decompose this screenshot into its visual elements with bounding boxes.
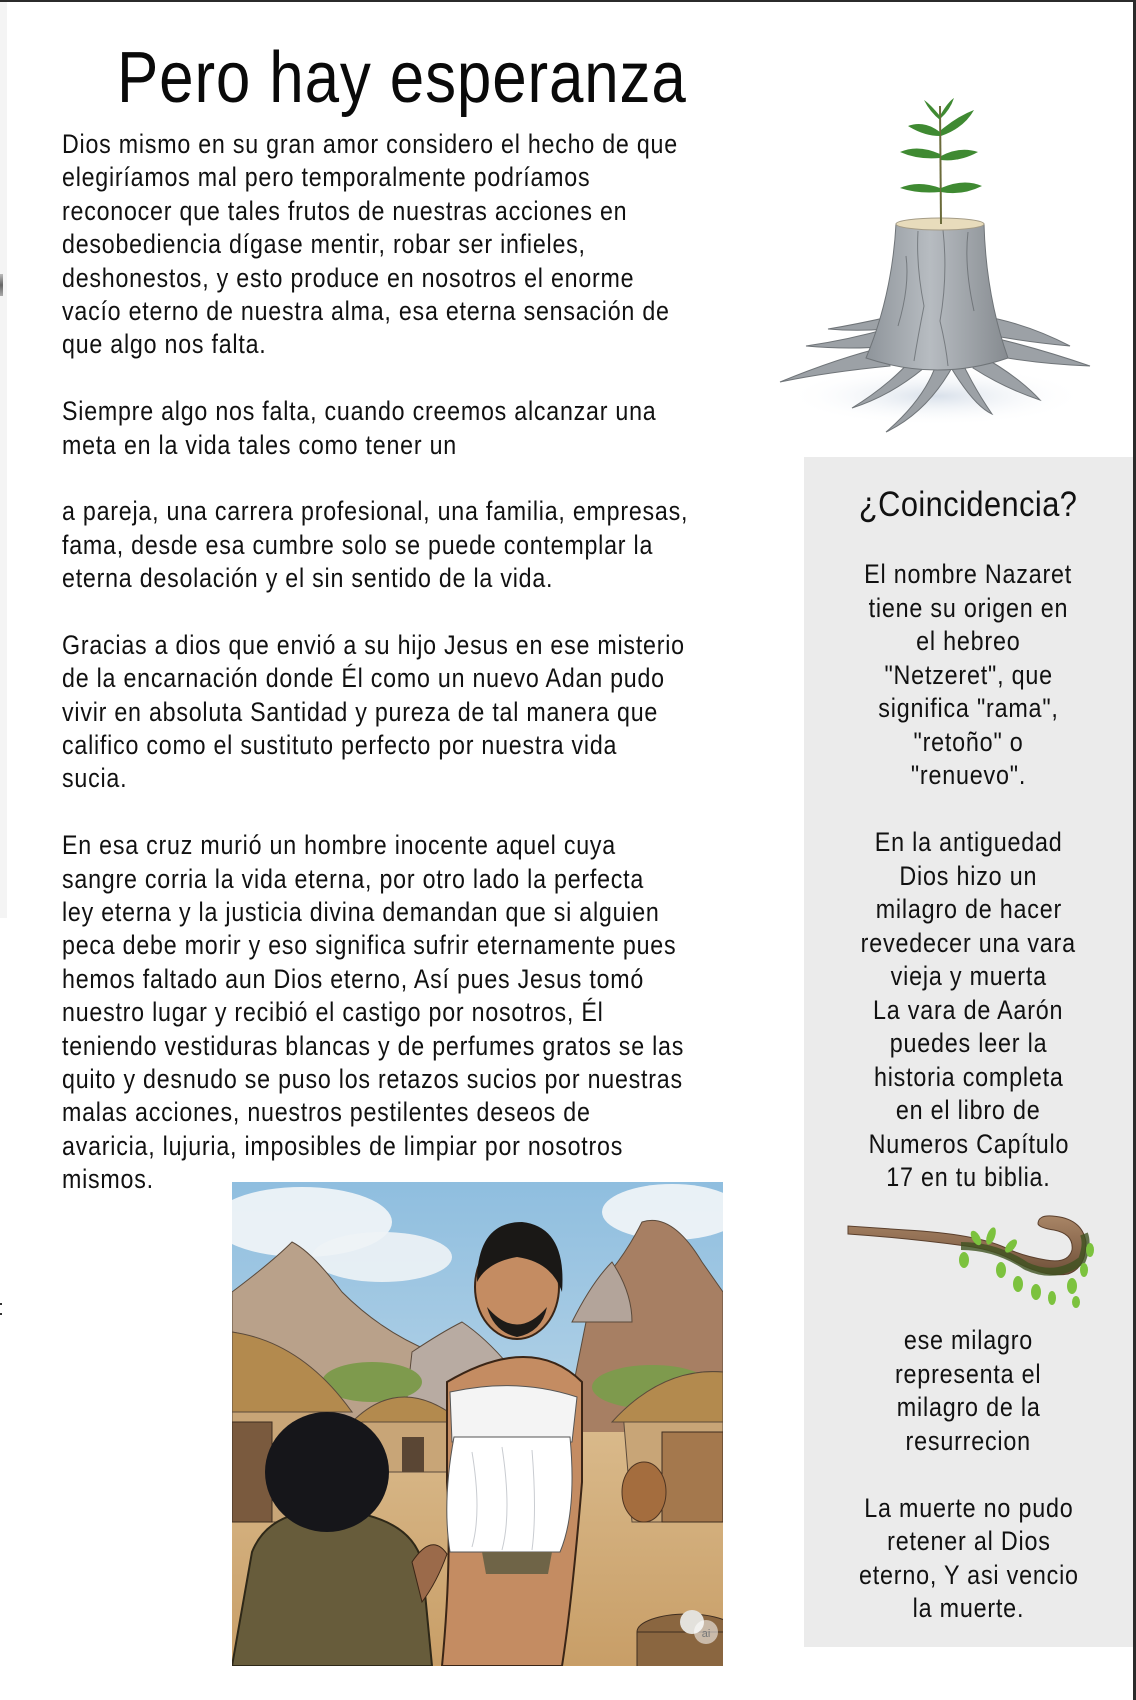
- body-line: califico como el sustituto perfecto por nuestra vida: [62, 730, 618, 761]
- sidebar-line-text: puedes leer la: [889, 1028, 1048, 1058]
- sidebar-line-text: resurrecion: [905, 1425, 1032, 1456]
- sidebar-line-text: milagro de la: [896, 1392, 1041, 1422]
- sidebar-line-text: milagro de hacer: [875, 894, 1062, 924]
- sidebar-line: [804, 1492, 1133, 1526]
- sidebar-line-text: La muerte no pudo: [863, 1492, 1074, 1523]
- sidebar-line: [804, 893, 1133, 927]
- body-line: mismos.: [62, 1164, 154, 1195]
- sidebar-line-text: "renuevo".: [910, 760, 1027, 790]
- sidebar-line: [804, 826, 1133, 860]
- body-line: [62, 595, 836, 628]
- sidebar-line-text: "retoño" o: [913, 726, 1024, 757]
- body-line: teniendo vestiduras blancas y de perfumes gratos se las: [62, 1030, 685, 1061]
- body-line: que algo nos falta.: [62, 329, 267, 360]
- body-line: Dios mismo en su gran amor considero el hecho de que: [62, 129, 678, 159]
- sidebar-line: [804, 692, 1133, 726]
- sidebar-line: [804, 994, 1133, 1028]
- body-line: vivir en absoluta Santidad y pureza de tal manera que: [62, 696, 659, 727]
- body-line: elegiríamos mal pero temporalmente podríamos: [62, 162, 591, 193]
- sidebar-line-text: revedecer una vara: [860, 927, 1077, 958]
- sidebar-line-text: La vara de Aarón: [873, 994, 1064, 1025]
- sidebar-heading: [804, 480, 1133, 530]
- main-body-text: [62, 128, 836, 1197]
- sidebar-line: [804, 759, 1133, 793]
- sidebar-line: [804, 1324, 1133, 1358]
- sidebar-line: [804, 1391, 1133, 1425]
- left-edge-strip: [0, 2, 7, 918]
- sidebar-line: [804, 960, 1133, 994]
- sidebar-line: [804, 1425, 1133, 1459]
- sidebar-line-text: retener al Dios: [886, 1526, 1051, 1556]
- sidebar-line-text: representa el: [895, 1358, 1042, 1389]
- body-line: sangre corria la vida eterna, por otro lado la perfecta: [62, 863, 645, 894]
- left-edge-dot: [0, 1303, 2, 1305]
- sidebar-line: [804, 927, 1133, 961]
- body-line: eterna desolación y el sin sentido de la vida.: [62, 563, 554, 594]
- sidebar-line-text: Dios hizo un: [899, 860, 1038, 891]
- body-line: [62, 362, 836, 395]
- sidebar-line-text: El nombre Nazaret: [864, 559, 1073, 589]
- body-line: desobediencia dígase mentir, robar ser infieles,: [62, 229, 586, 260]
- body-line: avaricia, lujuria, imposibles de limpiar por nosotros: [62, 1130, 624, 1161]
- sidebar-line: [804, 659, 1133, 693]
- body-line: peca debe morir y eso significa sufrir eternamente pues: [62, 930, 677, 961]
- budding-staff-image: [846, 1200, 1106, 1308]
- sidebar-line-text: vieja y muerta: [890, 961, 1047, 991]
- sidebar-line-text: tiene su origen en: [868, 592, 1069, 623]
- sidebar-line: [804, 1061, 1133, 1095]
- man-offering-white-robes-illustration: [232, 1182, 723, 1666]
- body-line: deshonestos, y esto produce en nosotros el enorme: [62, 262, 635, 293]
- sidebar-line: [804, 592, 1133, 626]
- body-line: fama, desde esa cumbre solo se puede contemplar la: [62, 529, 654, 560]
- body-line: reconocer que tales frutos de nuestras acciones en: [62, 195, 628, 226]
- body-line: ley eterna y la justicia divina demandan que si alguien: [62, 896, 660, 927]
- body-line: hemos faltado aun Dios eterno, Así pues Jesus tomó: [62, 963, 645, 994]
- sidebar-line-text: significa "rama",: [878, 693, 1059, 723]
- sidebar-line-text: "Netzeret", que: [884, 659, 1053, 690]
- sidebar-line: [804, 1027, 1133, 1061]
- sidebar-line-text: Numeros Capítulo: [868, 1128, 1069, 1159]
- sidebar-line: [804, 1128, 1133, 1162]
- left-edge-dot: [0, 1313, 2, 1315]
- frame-top-border: [0, 0, 1136, 2]
- body-line: a pareja, una carrera profesional, una familia, empresas,: [62, 496, 689, 527]
- tree-stump-with-sprout-image: [778, 96, 1094, 440]
- sidebar-line: [804, 1592, 1133, 1626]
- sidebar-line-text: en el libro de: [896, 1095, 1041, 1125]
- sidebar-line-text: eterno, Y asi vencio: [858, 1559, 1079, 1590]
- body-line: malas acciones, nuestros pestilentes deseos de: [62, 1097, 591, 1128]
- sidebar-line-text: historia completa: [873, 1061, 1064, 1092]
- body-line: [62, 796, 836, 829]
- body-line: En esa cruz murió un hombre inocente aquel cuya: [62, 830, 616, 861]
- body-line: sucia.: [62, 763, 128, 794]
- sidebar-line: [804, 1525, 1133, 1559]
- page-title: Pero hay esperanza: [117, 38, 687, 118]
- body-line: meta en la vida tales como tener un: [62, 429, 457, 460]
- sidebar-line: [804, 860, 1133, 894]
- sidebar-line: [804, 558, 1133, 592]
- sidebar-block-resurreccion: [804, 1324, 1133, 1626]
- sidebar-line: [804, 726, 1133, 760]
- sidebar-line-text: 17 en tu biblia.: [886, 1162, 1051, 1192]
- sidebar-line-text: ese milagro: [903, 1325, 1034, 1355]
- sidebar-line: [804, 1161, 1133, 1195]
- sidebar-line-text: el hebreo: [916, 626, 1021, 656]
- sidebar-line: [804, 1458, 1133, 1492]
- body-line: Siempre algo nos falta, cuando creemos alcanzar una: [62, 396, 657, 427]
- sidebar-line: [804, 625, 1133, 659]
- sidebar-line: [804, 1094, 1133, 1128]
- body-line: Gracias a dios que envió a su hijo Jesus en ese misterio: [62, 629, 685, 660]
- sidebar-line-text: la muerte.: [912, 1593, 1025, 1623]
- body-line: vacío eterno de nuestra alma, esa eterna sensación de: [62, 295, 670, 326]
- sidebar-line-text: En la antiguedad: [874, 827, 1063, 857]
- body-line: nuestro lugar y recibió el castigo por nosotros, Él: [62, 997, 604, 1028]
- body-line: quito y desnudo se puso los retazos sucios por nuestras: [62, 1063, 683, 1094]
- sidebar-line: [804, 1559, 1133, 1593]
- sidebar-heading-text: ¿Coincidencia?: [859, 485, 1078, 524]
- body-line: de la encarnación donde Él como un nuevo Adan pudo: [62, 663, 665, 694]
- sidebar-line: [804, 1358, 1133, 1392]
- left-edge-artifact: [0, 274, 3, 296]
- body-line: [62, 462, 836, 495]
- svg-text:ai: ai: [701, 1628, 711, 1640]
- sidebar-block-nazaret: [804, 558, 1133, 1195]
- sidebar-line: [804, 793, 1133, 827]
